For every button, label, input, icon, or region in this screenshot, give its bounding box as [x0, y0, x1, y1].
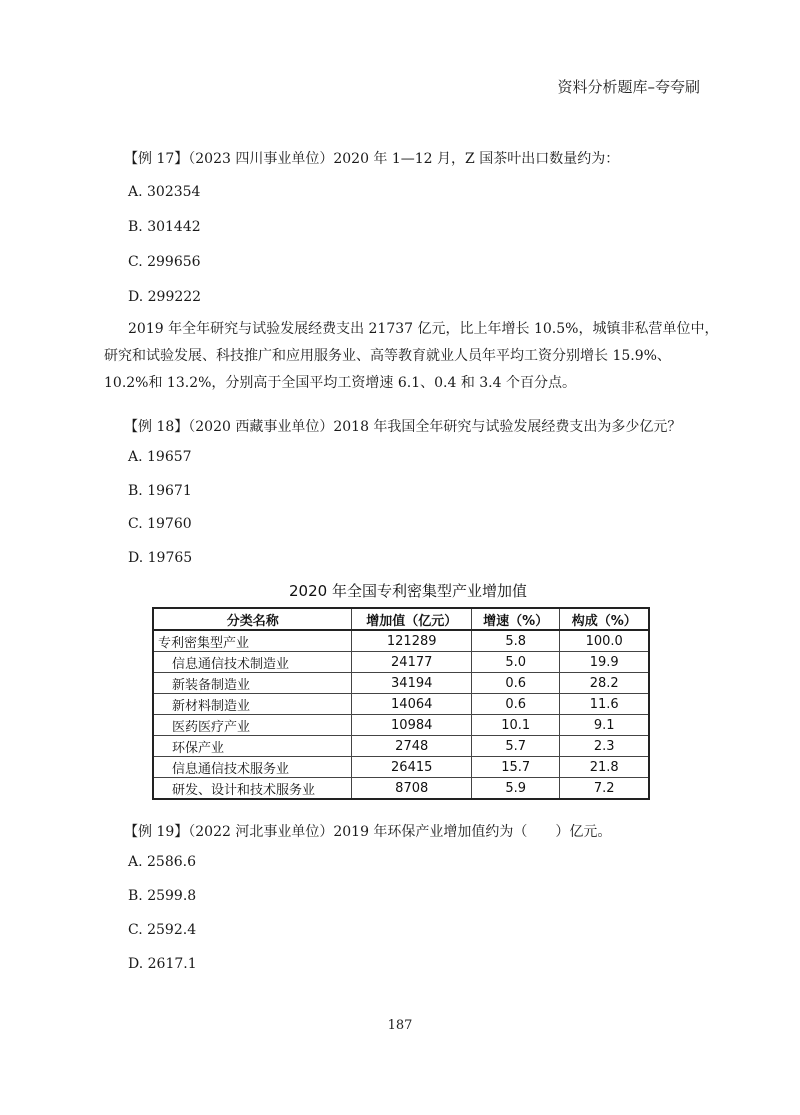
cell-growth: 15.7 — [471, 757, 559, 778]
header-growth: 增速（%） — [471, 608, 559, 630]
q18-option-d: D. 19765 — [128, 550, 193, 566]
cell-growth: 5.8 — [471, 630, 559, 652]
cell-value: 121289 — [352, 630, 472, 652]
table-row — [153, 715, 649, 736]
q19-option-d: D. 2617.1 — [128, 956, 197, 972]
table-row — [153, 757, 649, 778]
cell-name: 信息通信技术制造业 — [153, 652, 352, 673]
cell-share: 7.2 — [560, 778, 649, 800]
q17-stem: 【例 17】（2023 四川事业单位）2020 年 1—12 月，Z 国茶叶出口数量约为： — [124, 151, 620, 167]
cell-value: 24177 — [352, 652, 472, 673]
cell-value: 14064 — [352, 694, 472, 715]
cell-share: 11.6 — [560, 694, 649, 715]
q19-option-b: B. 2599.8 — [128, 888, 197, 904]
q17-option-a: A. 302354 — [128, 184, 201, 200]
q18-option-c: C. 19760 — [128, 516, 192, 532]
cell-value: 26415 — [352, 757, 472, 778]
page-number: 187 — [387, 1018, 413, 1033]
table-row — [153, 736, 649, 757]
q19-option-c: C. 2592.4 — [128, 922, 197, 938]
patent-industry-table — [152, 607, 650, 800]
cell-value: 8708 — [352, 778, 472, 800]
passage-line-3: 10.2%和 13.2%，分别高于全国平均工资增速 6.1、0.4 和 3.4 个百分点。 — [104, 375, 576, 391]
cell-share: 100.0 — [560, 630, 649, 652]
cell-name: 专利密集型产业 — [153, 630, 352, 652]
table-row — [153, 630, 649, 652]
table-row — [153, 694, 649, 715]
cell-value: 2748 — [352, 736, 472, 757]
cell-growth: 0.6 — [471, 673, 559, 694]
cell-name: 新材料制造业 — [153, 694, 352, 715]
q18-option-b: B. 19671 — [128, 483, 192, 499]
q17-option-d: D. 299222 — [128, 289, 202, 305]
cell-growth: 10.1 — [471, 715, 559, 736]
q17-option-c: C. 299656 — [128, 254, 201, 270]
cell-name: 信息通信技术服务业 — [153, 757, 352, 778]
cell-name: 研发、设计和技术服务业 — [153, 778, 352, 800]
cell-name: 新装备制造业 — [153, 673, 352, 694]
cell-share: 21.8 — [560, 757, 649, 778]
table-row — [153, 652, 649, 673]
cell-growth: 0.6 — [471, 694, 559, 715]
passage-line-1: 2019 年全年研究与试验发展经费支出 21737 亿元，比上年增长 10.5%，城镇非私营单位中， — [128, 321, 719, 337]
cell-value: 34194 — [352, 673, 472, 694]
cell-growth: 5.9 — [471, 778, 559, 800]
cell-name: 医药医疗产业 — [153, 715, 352, 736]
cell-share: 19.9 — [560, 652, 649, 673]
q18-stem: 【例 18】（2020 西藏事业单位）2018 年我国全年研究与试验发展经费支出为多少亿元？ — [124, 419, 682, 435]
table-header-row — [153, 608, 649, 630]
cell-share: 2.3 — [560, 736, 649, 757]
cell-name: 环保产业 — [153, 736, 352, 757]
q18-option-a: A. 19657 — [128, 449, 192, 465]
table-title: 2020 年全国专利密集型产业增加值 — [289, 582, 527, 600]
cell-growth: 5.0 — [471, 652, 559, 673]
header-category: 分类名称 — [153, 608, 352, 630]
passage-line-2: 研究和试验发展、科技推广和应用服务业、高等教育就业人员年平均工资分别增长 15.9%、 — [104, 348, 671, 364]
header-share: 构成（%） — [560, 608, 649, 630]
q19-option-a: A. 2586.6 — [128, 854, 196, 870]
cell-share: 28.2 — [560, 673, 649, 694]
header-title: 资料分析题库–夸夸刷 — [557, 78, 700, 96]
cell-growth: 5.7 — [471, 736, 559, 757]
table-row — [153, 778, 649, 800]
q19-stem: 【例 19】（2022 河北事业单位）2019 年环保产业增加值约为（ ）亿元。 — [124, 824, 612, 840]
cell-share: 9.1 — [560, 715, 649, 736]
table-row — [153, 673, 649, 694]
cell-value: 10984 — [352, 715, 472, 736]
q17-option-b: B. 301442 — [128, 219, 201, 235]
header-value-added: 增加值（亿元） — [352, 608, 472, 630]
